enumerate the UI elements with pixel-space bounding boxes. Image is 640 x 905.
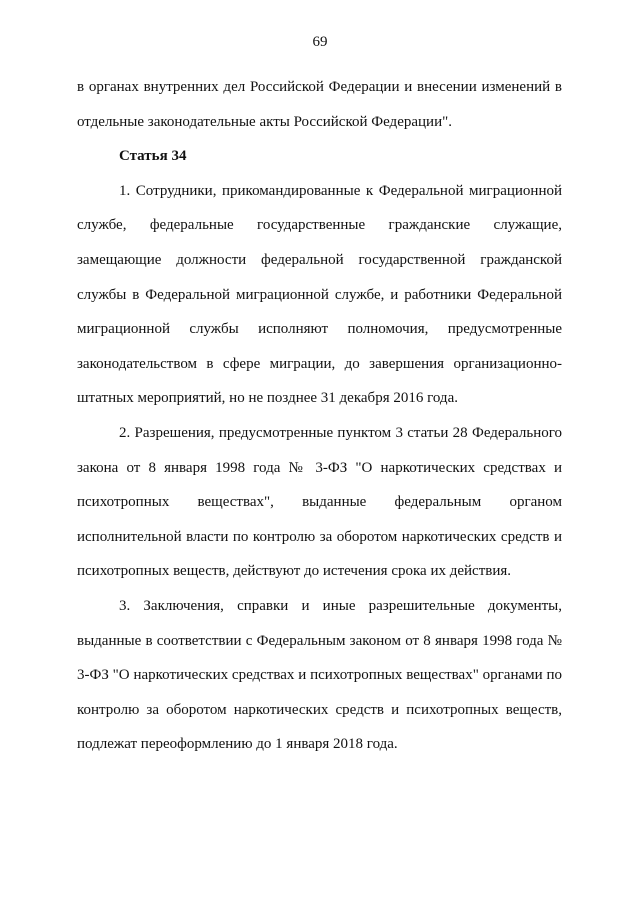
article-paragraph-3: 3. Заключения, справки и иные разрешительные документы, выданные в соответствии с Федеральным законом от 8 января 1998 года № 3-ФЗ "О наркотических средствах и психотропных веществах" органами по контролю за оборотом наркотических средств и психотропных веществ, подлежат переоформлению до 1 января 2018 года.: [77, 597, 562, 753]
article-paragraph-1: 1. Сотрудники, прикомандированные к Федеральной миграционной службе, федеральные государственные гражданские служащие, замещающие должности федеральной государственной гражданской службы в Федеральной миграционной службе, и работники Федеральной миграционной службы исполняют полномочия, предусмотренные законодательством в сфере миграции, до завершения организационно-штатных мероприятий, но не позднее 31 декабря 2016 года.: [77, 182, 562, 407]
continuation-paragraph: в органах внутренних дел Российской Федерации и внесении изменений в отдельные законодательные акты Российской Федерации".: [77, 79, 562, 130]
article-heading: Статья 34: [119, 148, 187, 165]
article-paragraph-2: 2. Разрешения, предусмотренные пунктом 3 статьи 28 Федерального закона от 8 января 1998 года № 3-ФЗ "О наркотических средствах и психотропных веществах", выданные федеральным органом исполнительной власти по контролю за оборотом наркотических средств и психотропных веществ, действуют до истечения срока их действия.: [77, 424, 562, 580]
page-number: 69: [312, 34, 328, 50]
document-body: [77, 70, 562, 762]
